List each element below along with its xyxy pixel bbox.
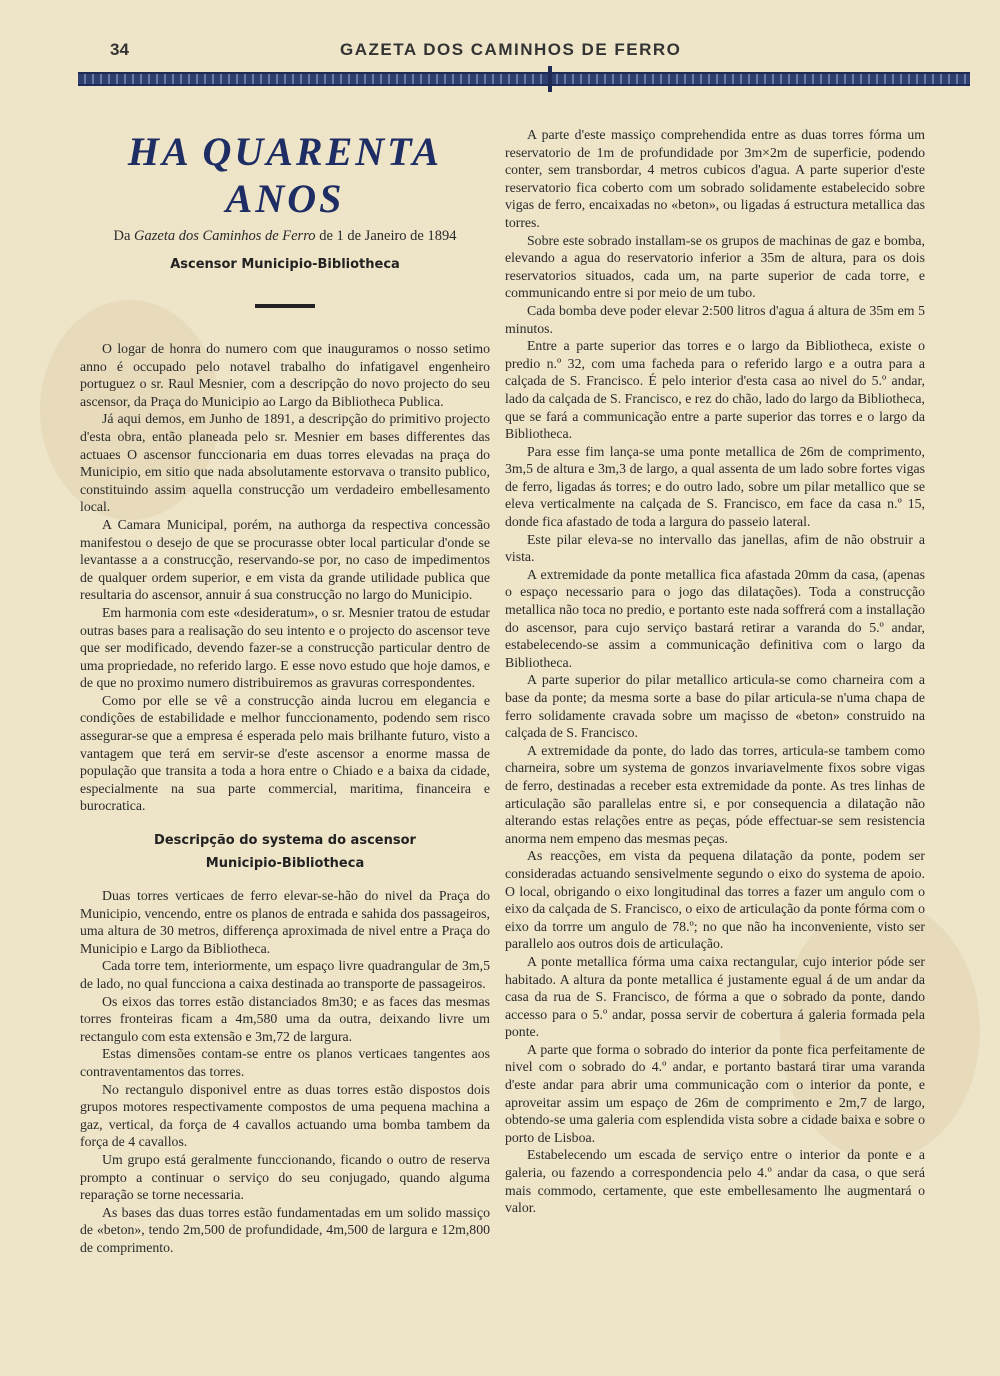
header-rule-mark	[548, 66, 552, 92]
header-rule	[78, 72, 970, 86]
body-paragraph: Duas torres verticaes de ferro elevar-se-hão do nivel da Praça do Municipio, vencendo, entre os planos de entrada e sahida dos passageiros, uma altura de 30 metros, differença aproximada de nivel entre a Praça do Municipio e Largo da Bibliotheca.	[80, 888, 490, 956]
intro-paragraph: Em harmonia com este «desideratum», o sr. Mesnier tratou de estudar outras bases para a realisação do seu intento e o projecto do ascensor teve que ser modificado, devendo fazer-se a construcção particular dentro de uma propriedade, no referido largo. E esse novo estudo que hoje damos, e de que no proximo numero distribuiremos as gravuras correspondentes.	[80, 604, 490, 691]
source-suffix: de 1 de Janeiro de 1894	[315, 228, 457, 244]
source-prefix: Da	[113, 228, 135, 244]
source-journal: Gazeta dos Caminhos de Ferro	[134, 228, 316, 244]
intro-paragraph: Como por elle se vê a construcção ainda lucrou em elegancia e condições de estabilidade e melhor funccionamento, podendo sem risco assegurar-se que a empresa é esperada pelo mais brilhante futuro, visto a vantagem que terá em servir-se d'este ascensor a enorme massa de população que transita a toda a hora entre o Chiado e a baixa da cidade, especialmente na sua parte commercial, maritima, financeira e burocratica.	[80, 692, 490, 814]
left-column	[80, 118, 490, 1257]
body-paragraph: A parte superior do pilar metallico articula-se como charneira com a base da ponte; da mesma sorte a base do pilar articula-se n'uma chapa de ferro solidamente cravada sobre um maçisso de «beton» construido na calçada de S. Francisco.	[505, 672, 925, 741]
intro-paragraph: A Camara Municipal, porém, na authorga da respectiva concessão manifestou o desejo de que se procurasse obter local particular d'onde se levantasse a a construcção, reservando-se por, no caso de impedimentos de qualquer ordem superior, e em vista da grande utilidade publica que resultaria do ascensor, annuir á sua construcção no largo do Municipio.	[80, 516, 490, 603]
body-paragraph: A parte que forma o sobrado do interior da ponte fica perfeitamente de nivel com o sobrado do 4.º andar, e portanto bastará tirar uma varanda d'este andar para abrir uma communicação com o interior da ponte, e aproveitar assim um espaço de 26m de comprimento e 2m,7 de largo, obtendo-se uma galeria com esplendida vista sobre a cidade baixa e sobre o porto de Lisboa.	[505, 1041, 925, 1145]
article-subtitle: Ascensor Municipio-Bibliotheca	[170, 257, 400, 272]
running-head	[110, 40, 970, 66]
body-paragraph: A parte d'este massiço comprehendida entre as duas torres fórma um reservatorio de 1m de profundidade por 3m×2m de superficie, podendo conter, sem transbordar, 4 metros cubicos d'agua. A parte superior d'este reservatorio fica coberto com um sobrado solidamente estabelecido sobre vigas de ferro, encaixadas no «beton», ou ligadas á estructura metallica das torres.	[505, 127, 925, 230]
section-heading-line2: Municipio-Bibliotheca	[205, 856, 365, 872]
body-paragraph: A extremidade da ponte metallica fica afastada 20mm da casa, (apenas o espaço necessario para o jogo das dilatações). Toda a construcção metallica não toca no predio, e portanto este nada soffrerá com a installação do ascensor, para cujo serviço bastará retirar a varanda do 5.º andar, estabelecendo-se assim a communicação definitiva com o largo da Bibliotheca.	[505, 566, 925, 670]
body-paragraph: Cada torre tem, interiormente, um espaço livre quadrangular de 3m,5 de lado, no qual funcciona a caixa destinada ao transporte de passageiros.	[80, 958, 490, 991]
journal-title: GAZETA DOS CAMINHOS DE FERRO	[340, 40, 682, 59]
body-paragraph: As bases das duas torres estão fundamentadas em um solido massiço de «beton», tendo 2m,500 de profundidade, 4m,500 de largura e 12m,800 de comprimento.	[80, 1204, 490, 1255]
intro-paragraph: O logar de honra do numero com que inauguramos o nosso setimo anno é occupado pelo notavel trabalho do infatigavel engenheiro portuguez o sr. Raul Mesnier, com a descripção do novo projecto do seu ascensor, da Praça do Municipio ao Largo da Bibliotheca Publica.	[80, 341, 490, 409]
body-paragraph: No rectangulo disponivel entre as duas torres estão dispostos dois grupos motores respectivamente compostos de uma pequena machina a gaz, vertical, da força de 4 cavallos actuando uma bomba tambem da força de 4 cavallos.	[80, 1081, 490, 1150]
body-paragraph: Os eixos das torres estão distanciados 8m30; e as faces das mesmas torres fronteiras ficam a 4m,580 uma da outra, deixando livre um rectangulo com esta extensão e 3m,72 de largura.	[80, 993, 490, 1044]
right-column	[505, 126, 925, 1217]
body-paragraph: Entre a parte superior das torres e o largo da Bibliotheca, existe o predio n.º 32, com uma facheda para o referido largo e a outra para a calçada de S. Francisco. É pelo interior d'esta casa ao nivel do 5.º andar, lado da calçada de S. Francisco, e rez do chão, lado do largo da Bibliotheca, que se fará a communicação entre a parte superior das torres e o largo da Bibliotheca.	[505, 338, 925, 442]
page-number: 34	[110, 40, 129, 59]
body-paragraph: Sobre este sobrado installam-se os grupos de machinas de gaz e bomba, elevando a agua do reservatorio inferior a 35m de altura, para os dois reservatorios situados, cada um, na parte superior de cada torre, e communicando entre si por meio de um tubo.	[505, 232, 925, 301]
body-paragraph: Cada bomba deve poder elevar 2:500 litros d'agua á altura de 35m em 5 minutos.	[505, 302, 925, 336]
section-heading-line1: Descripção do systema do ascensor	[154, 833, 416, 849]
section-heading	[80, 829, 490, 875]
body-paragraph: Estabelecendo um escada de serviço entre o interior da ponte e a galeria, ou fazendo a correspondencia pelo 4.º andar da casa, o que será mais commodo, certamente, que este embellesamento lhe augmentará o valor.	[505, 1147, 925, 1216]
section-divider	[255, 304, 315, 308]
body-paragraph: Para esse fim lança-se uma ponte metallica de 26m de comprimento, 3m,5 de altura e 3m,3 de largo, a qual assenta de um lado sobre fortes vigas de ferro, ligadas ás torres; e do outro lado, sobre um pilar metallico que se eleva verticalmente na calçada de S. Francisco, em face da casa n.º 15, donde fica afastado de toda a largura do passeio lateral.	[505, 443, 925, 530]
source-line	[80, 228, 490, 245]
article-title: HA QUARENTA ANOS	[127, 129, 443, 221]
body-paragraph: Um grupo está geralmente funccionando, ficando o outro de reserva prompto a continuar o serviço do seu conjugado, quando alguma reparação se torne necessaria.	[80, 1151, 490, 1203]
body-paragraph: Estas dimensões contam-se entre os planos verticaes tangentes aos contraventamentos das torres.	[80, 1046, 490, 1079]
body-paragraph: As reacções, em vista da pequena dilatação da ponte, podem ser consideradas actuando sensivelmente segundo o eixo do systema de apoio. O local, obrigando o eixo longitudinal das torres a fazer um angulo com o eixo da calçada de S. Francisco, o eixo de articulação da ponte fórma com o eixo da torrre um angulo de 78.º; no que não ha inconveniente, visto ser parallelo aos outros dois de articulação.	[505, 848, 925, 952]
body-paragraph: Este pilar eleva-se no intervallo das janellas, afim de não obstruir a vista.	[505, 531, 925, 565]
body-paragraph: A ponte metallica fórma uma caixa rectangular, cujo interior póde ser habitado. A altura da ponte metallica é justamente egual á de um andar da casa da rua de S. Francisco, de fórma a que o sobrado da ponte, dando accesso para o 5.º andar, possa servir de cobertura á galeria formada pela ponte.	[505, 953, 925, 1040]
intro-paragraph: Já aqui demos, em Junho de 1891, a descripção do primitivo projecto d'esta obra, então planeada pelo sr. Mesnier em bases differentes das actuaes O ascensor funccionaria em duas torres elevadas na praça do Municipio, em sitio que nada absolutamente estorvava o transito publico, constituindo assim aquella construcção um verdadeiro embellesamento local.	[80, 411, 490, 515]
body-paragraph: A extremidade da ponte, do lado das torres, articula-se tambem como charneira, sobre um systema de gonzos invariavelmente fixos sobre vigas de ferro, destinadas a receber esta extremidade da ponte. As tres linhas de articulação são parallelas entre si, e por consequencia a dilatação não alterando estas relações entre as peças, póde effectuar-se sem resistencia anorma nem empeno das mesmas peças.	[505, 742, 925, 846]
